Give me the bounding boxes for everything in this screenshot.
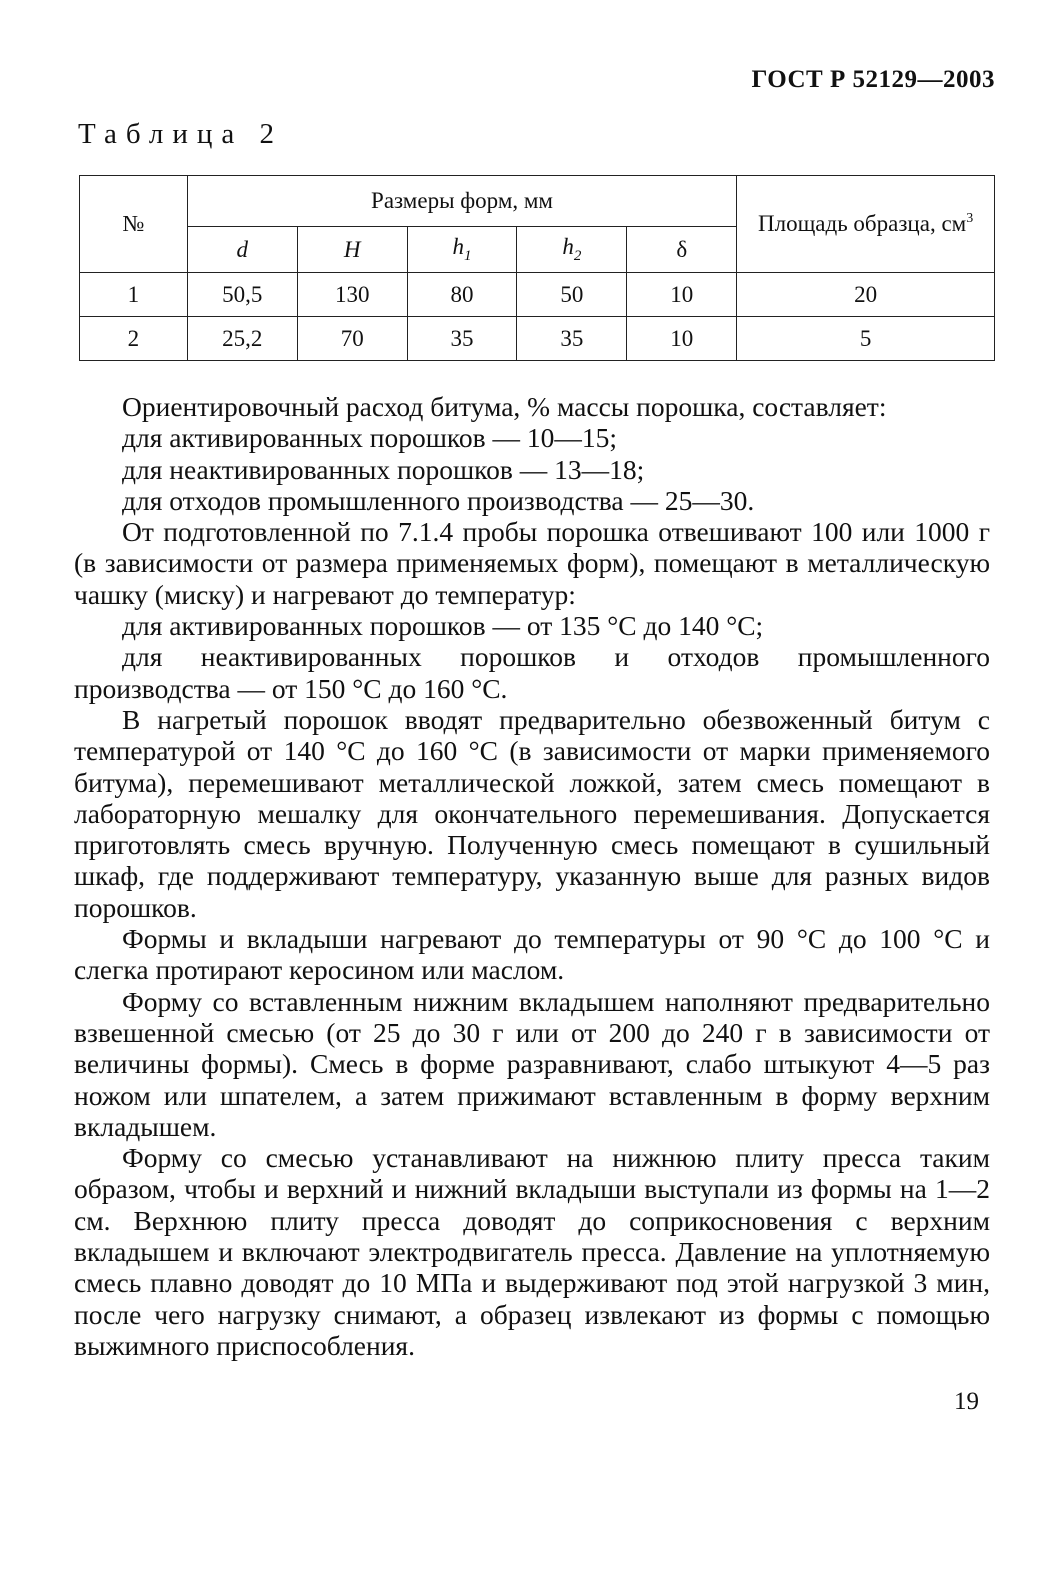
form-sizes-header: Размеры форм, мм bbox=[187, 176, 736, 227]
col-d-header: d bbox=[187, 227, 297, 273]
paragraph: От подготовленной по 7.1.4 пробы порошка отвешивают 100 или 1000 г (в зависимости от размера применяемых форм), помещают в металлическую чашку (миску) и нагревают до температур: bbox=[74, 516, 990, 610]
table-cell: 80 bbox=[407, 273, 517, 317]
col-delta-header: δ bbox=[627, 227, 737, 273]
body-text bbox=[74, 391, 990, 1361]
table-cell: 35 bbox=[407, 317, 517, 361]
table-cell: 10 bbox=[627, 273, 737, 317]
paragraph: В нагретый порошок вводят предварительно обезвоженный битум с температурой от 140 °С до 160 °С (в зависимости от марки применяемого битума), перемешивают металлической ложкой, затем смесь помещают в лабораторную мешалку для окончательного перемешивания. Допускается приготовлять смесь вручную. Полученную смесь помещают в сушильный шкаф, где поддерживают температуру, указанную выше для разных видов порошков. bbox=[74, 703, 990, 923]
table-cell: 25,2 bbox=[187, 317, 297, 361]
paragraph: для неактивированных порошков и отходов промышленного производства — от 150 °С до 160 °С. bbox=[74, 641, 990, 704]
table-cell: 50,5 bbox=[187, 273, 297, 317]
table-cell: 50 bbox=[517, 273, 627, 317]
dimensions-table bbox=[79, 175, 995, 361]
sample-area-label: Площадь образца, см bbox=[757, 211, 967, 236]
col-H-header: H bbox=[297, 227, 407, 273]
col-h2-header: $h_2$ bbox=[517, 227, 627, 273]
table-cell: 5 bbox=[737, 317, 995, 361]
paragraph: для активированных порошков — 10—15; bbox=[122, 422, 617, 454]
table-row bbox=[80, 273, 995, 317]
table-row bbox=[80, 317, 995, 361]
paragraph: Формы и вкладыши нагревают до температуры от 90 °С до 100 °С и слегка протирают керосином или маслом. bbox=[74, 923, 990, 986]
table-cell: 70 bbox=[297, 317, 407, 361]
page-number: 19 bbox=[954, 1388, 979, 1415]
table-cell: 2 bbox=[80, 317, 188, 361]
table-cell: 1 bbox=[80, 273, 188, 317]
col-h1-header: $h_1$ bbox=[407, 227, 517, 273]
paragraph: для неактивированных порошков — 13—18; bbox=[122, 453, 645, 485]
col-number-header: № bbox=[80, 176, 188, 273]
sample-area-unit-power: 3 bbox=[966, 211, 974, 226]
table-caption: Таблица 2 bbox=[78, 118, 284, 150]
paragraph: Форму со вставленным нижним вкладышем наполняют предварительно взвешенной смесью (от 25 до 30 г или от 200 до 240 г в зависимости от величины формы). Смесь в форме разравнивают, слабо штыкуют 4—5 раз ножом или шпателем, а затем прижимают вставленным в форму верхним вкладышем. bbox=[74, 985, 990, 1142]
paragraph: для активированных порошков — от 135 °С до 140 °С; bbox=[122, 610, 764, 642]
table-cell: 35 bbox=[517, 317, 627, 361]
paragraph: Ориентировочный расход битума, % массы порошка, составляет: bbox=[122, 391, 887, 422]
paragraph: Форму со смесью устанавливают на нижнюю плиту пресса таким образом, чтобы и верхний и нижний вкладыши выступали из формы на 1—2 см. Верхнюю плиту пресса доводят до соприкосновения с верхним вкладышем и включают электродвигатель пресса. Давление на уплотняемую смесь плавно доводят до 10 МПа и выдерживают под этой нагрузкой 3 мин, после чего нагрузку снимают, а образец извлекают из формы с помощью выжимного приспособления. bbox=[74, 1142, 990, 1361]
table-cell: 10 bbox=[627, 317, 737, 361]
table-cell: 20 bbox=[737, 273, 995, 317]
paragraph: для отходов промышленного производства — 25—30. bbox=[122, 484, 755, 516]
table-cell: 130 bbox=[297, 273, 407, 317]
table-header-row bbox=[80, 176, 995, 227]
standard-number: ГОСТ Р 52129—2003 bbox=[751, 66, 995, 93]
sample-area-header bbox=[737, 176, 995, 273]
